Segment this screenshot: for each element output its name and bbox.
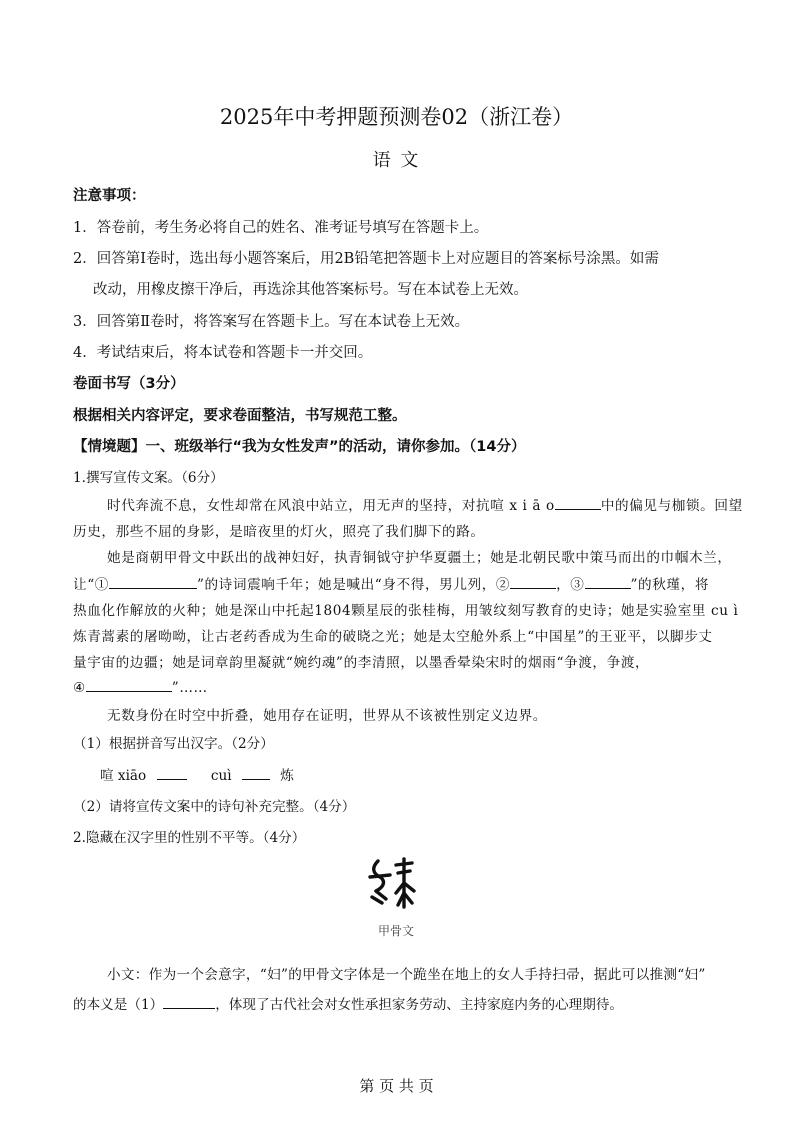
text-run: 中的偏见与枷锁。回望 [600, 498, 743, 514]
text-run: ，体现了古代社会对女性承担家务劳动、主持家庭内务的心理期待。 [215, 997, 624, 1013]
writing-desc: 根据相关内容评定，要求卷面整洁，书写规范工整。 [73, 408, 407, 424]
poem-blank-1[interactable] [109, 574, 197, 589]
text-run: ”的诗词震响千年；她是喊出“身不得，男儿列，② [196, 577, 511, 593]
text-run: ”的秋瑾，将 [630, 577, 710, 593]
q1-paragraph-2-line-6 [73, 677, 208, 696]
notice-item-2-cont: 改动，用橡皮擦干净后，再选涂其他答案标号。写在本试卷上无效。 [93, 282, 528, 298]
notice-heading: 注意事项： [73, 188, 146, 204]
q1-paragraph-1-line-1 [107, 494, 743, 514]
pinyin-xiao: 喧 xiāo [100, 768, 147, 784]
section-heading: 【情境题】一、班级举行“我为女性发声”的活动，请你参加。（14分） [73, 439, 526, 455]
q1-paragraph-2-line-1: 她是商朝甲骨文中跃出的战神妇好，执青铜钺守护华夏疆土；她是北朝民歌中策马而出的巾帼木兰， [107, 550, 732, 566]
q2-paragraph-line-1: 小文：作为一个会意字，“妇”的甲骨文字体是一个跪坐在地上的女人手持扫帚，据此可以推测“妇” [107, 967, 706, 983]
notice-item-3: 3．回答第Ⅱ卷时，将答案写在答题卡上。写在本试卷上无效。 [73, 314, 470, 330]
q1-paragraph-2-line-4: 炼青蒿素的屠呦呦，让古老药香成为生命的破晓之光；她是太空舱外系上“中国星”的王亚平，以脚步丈 [73, 629, 713, 645]
oracle-bone-caption: 甲骨文 [377, 924, 414, 938]
pinyin-cui: cuì [210, 768, 232, 784]
page-footer: 第 页 共 页 [359, 1077, 434, 1095]
text-run: 让“① [73, 577, 109, 593]
text-run: ，③ [556, 577, 585, 593]
poem-blank-2[interactable] [510, 574, 556, 589]
text-run: ”…… [171, 680, 208, 696]
page-title: 2025年中考押题预测卷02（浙江卷） [219, 105, 574, 129]
oracle-bone-fu-character-image [360, 853, 432, 913]
q1-paragraph-3: 无数身份在时空中折叠，她用存在证明，世界从不该被性别定义边界。 [107, 708, 548, 724]
pinyin-blank-xiao[interactable] [555, 495, 601, 510]
subject-title: 语 文 [372, 150, 421, 171]
poem-blank-4[interactable] [86, 677, 172, 692]
q1-paragraph-2-line-2 [73, 573, 709, 593]
q1-paragraph-1-line-2: 历史，那些不屈的身影，是暗夜里的灯火，照亮了我们脚下的路。 [73, 524, 485, 540]
answer-blank-xiao[interactable] [157, 765, 187, 780]
writing-heading: 卷面书写（3分） [73, 376, 185, 392]
text-run: 时代奔流不息，女性却常在风浪中站立，用无声的坚持，对抗喧 x i ā o [107, 498, 555, 514]
notice-item-2: 2．回答第Ⅰ卷时，选出每小题答案后，用2B铅笔把答题卡上对应题目的答案标号涂黑。如需 [73, 251, 659, 267]
pinyin-answer-row [100, 764, 294, 784]
q2-title: 2.隐藏在汉字里的性别不平等。（4分） [73, 830, 306, 846]
q2-paragraph-line-2 [73, 993, 623, 1013]
poem-blank-3[interactable] [585, 574, 631, 589]
answer-blank-cui[interactable] [242, 765, 270, 780]
notice-item-4: 4．考试结束后，将本试卷和答题卡一并交回。 [73, 345, 373, 361]
q1-title: 1.撰写宣传文案。（6分） [73, 470, 224, 486]
text-run: ④ [73, 680, 86, 696]
text-run: 的本义是（1） [73, 997, 164, 1013]
char-lian: 炼 [280, 768, 294, 784]
q1-paragraph-2-line-5: 量宇宙的边疆；她是词章韵里凝就“婉约魂”的李清照，以墨香晕染宋时的烟雨“争渡，争渡， [73, 655, 650, 671]
q1-sub-2: （2）请将宣传文案中的诗句补充完整。（4分） [73, 799, 356, 815]
q1-sub-1: （1）根据拼音写出汉字。（2分） [73, 736, 274, 752]
notice-item-1: 1．答卷前，考生务必将自己的姓名、准考证号填写在答题卡上。 [73, 220, 489, 236]
q1-paragraph-2-line-3: 热血化作解放的火种；她是深山中托起1804颗星辰的张桂梅，用皱纹刻写教育的史诗；她是实验室里 cu ì [73, 603, 739, 619]
answer-blank-fu[interactable] [163, 994, 215, 1009]
